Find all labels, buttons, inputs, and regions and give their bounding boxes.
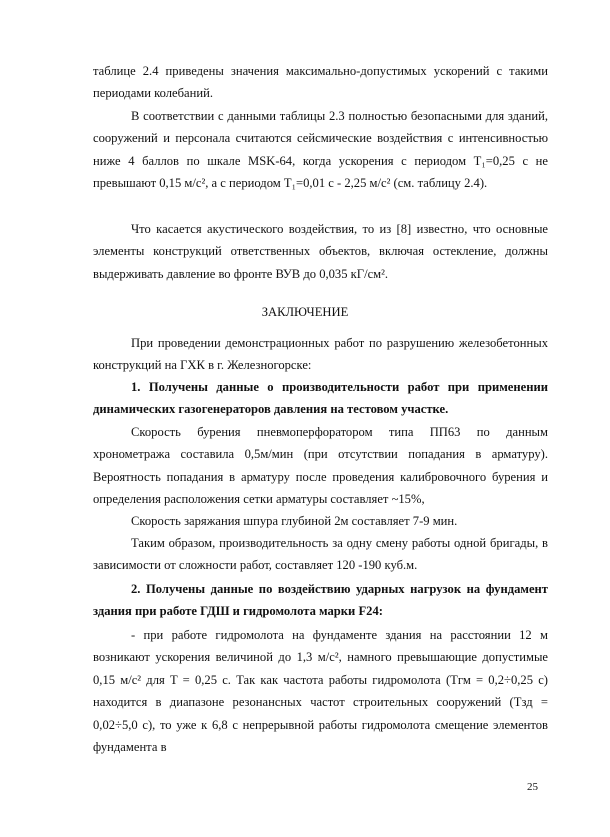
paragraph-acoustic: Что касается акустического воздействия, то из [8] известно, что основные элементы конструкций ответственных объектов, включая остекление, должны выдерживать давление во фронте ВУВ до 0,035 кГ/см². xyxy=(93,222,548,281)
paragraph-drilling-speed: Скорость бурения пневмоперфоратором типа ПП63 по данным хронометража составила 0,5м/мин (при отсутствии попадания в арматуру). Вероятность попадания в арматуру после проведения калибровочного бурения и определения расположения сетки арматуры составляет ~15%, xyxy=(93,425,548,507)
section-2-title: 2. Получены данные по воздействию ударных нагрузок на фундамент здания при работе ГДШ и гидромолота марки F24: xyxy=(93,582,548,619)
paragraph-charging-speed: Скорость заряжания шпура глубиной 2м составляет 7-9 мин. xyxy=(131,514,458,528)
section-heading-conclusion: ЗАКЛЮЧЕНИЕ xyxy=(261,305,349,319)
paragraph-hydrohammer: - при работе гидромолота на фундаменте здания на расстоянии 12 м возникают ускорения величиной до 1,3 м/с², намного превышающие допустимые 0,15 м/с² для T = 0,25 с. Так как частота работы гидромолота (Tгм = 0,2÷0,25 с) находится в диапазоне резонансных частот строительных сооружений (Tзд = 0,02÷5,0 с), то уже к 6,8 с непрерывной работы гидромолота смещение элементов фундамента в xyxy=(93,628,548,755)
page-number: 25 xyxy=(527,781,538,793)
paragraph-intro: При проведении демонстрационных работ по разрушению железобетонных конструкций на ГХК в г. Железногорске: xyxy=(93,336,548,373)
section-1-title: 1. Получены данные о производительности работ при применении динамических газогенераторов давления на тестовом участке. xyxy=(93,380,548,417)
paragraph-productivity: Таким образом, производительность за одну смену работы одной бригады, в зависимости от сложности работ, составляет 120 -190 куб.м. xyxy=(93,536,548,573)
paragraph-table-2-4: таблице 2.4 приведены значения максимально-допустимых ускорений с такими периодами колебаний. xyxy=(93,64,548,101)
paragraph-safety-criteria: В соответствии с данными таблицы 2.3 полностью безопасными для зданий, сооружений и персонала считаются сейсмические воздействия с интенсивностью ниже 4 баллов по шкале MSK-64, когда ускорения с периодом T₁=0,25 с не превышают 0,15 м/с², а с периодом T₁=0,01 с - 2,25 м/с² (см. таблицу 2.4). xyxy=(93,109,548,191)
